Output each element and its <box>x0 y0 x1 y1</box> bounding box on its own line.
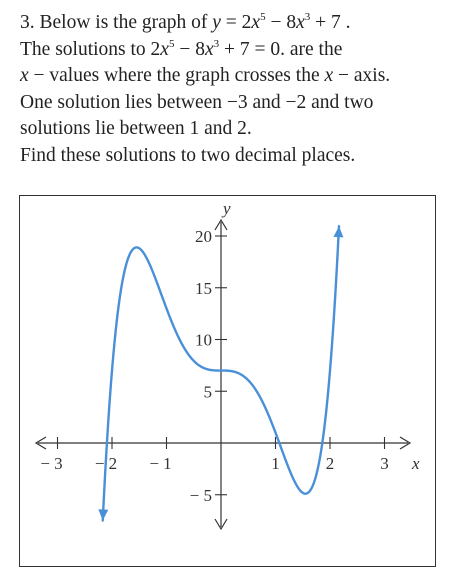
line2-mid: − 8 <box>174 38 205 60</box>
y-tick-label: 20 <box>195 227 212 246</box>
problem-line-5: solutions lie between 1 and 2. <box>20 118 252 139</box>
line2-exp2: 3 <box>213 37 220 50</box>
x-tick-label: − 2 <box>94 454 118 473</box>
heading-eq-tail: + 7 . <box>310 12 351 33</box>
line2-exp1: 5 <box>168 37 175 50</box>
x-tick-label: − 3 <box>40 454 63 473</box>
curve-start-arrow <box>98 509 108 520</box>
line2-tail: + 7 = 0. are the <box>219 38 343 60</box>
x-tick-label: 3 <box>380 454 389 473</box>
heading-eq-y: y <box>212 12 221 33</box>
y-tick-label: 15 <box>195 278 212 298</box>
y-axis-label: y <box>223 199 231 218</box>
problem-line-6: Find these solutions to two decimal places. <box>20 144 356 166</box>
line2-prefix: The solutions to 2 <box>20 38 161 60</box>
y-tick-label: 10 <box>195 330 212 350</box>
heading-eq-mid: − 8 <box>265 12 297 33</box>
heading-eq-exp1: 5 <box>260 11 266 23</box>
line2-x1: x <box>160 38 169 60</box>
heading-eq-eq: = 2 <box>220 12 252 33</box>
heading-prefix: 3. Below is the graph of <box>20 12 213 33</box>
line2-x2: x <box>204 38 214 60</box>
y-tick-label: 5 <box>203 382 212 402</box>
x-tick-label: − 1 <box>149 454 172 473</box>
line3-mid: − values where the graph crosses the <box>28 65 325 86</box>
line3-tail: − axis. <box>333 65 391 86</box>
x-tick-label: 1 <box>271 454 280 473</box>
heading-eq-x1: x <box>251 12 261 33</box>
y-tick-label: − 5 <box>189 485 212 505</box>
problem-line-4: One solution lies between −3 and −2 and two <box>20 91 374 113</box>
x-axis-label: x <box>412 454 420 473</box>
heading-eq-exp2: 3 <box>304 11 311 23</box>
line3-x2: x <box>324 65 334 86</box>
heading-eq-x2: x <box>296 12 305 33</box>
line3-x: x <box>20 65 29 86</box>
x-tick-label: 2 <box>325 454 335 473</box>
curve-end-arrow <box>333 226 343 237</box>
